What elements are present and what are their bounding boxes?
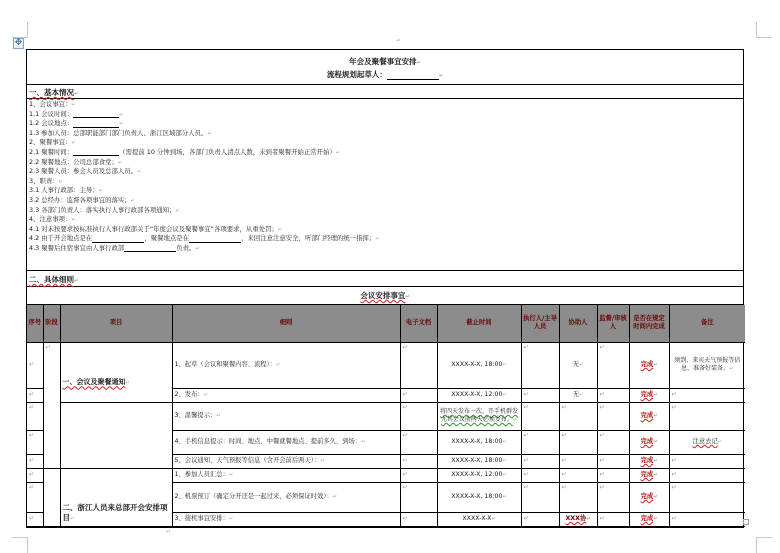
basic-line: 4.3 聚餐后住宿事宜由人事行政部 负责。↵ [29,243,200,252]
detail-cell[interactable]: 5、会议通知、天气预报等信息（含开会前后两天）：↵ [172,454,400,468]
header-executor: 执行人/主导人员 [521,305,559,342]
deadline-cell[interactable]: XXXX-X-X, 18:00↵ [437,430,521,454]
section-heading-basic: 一、基本情况↵ [27,85,743,99]
basic-line: 1.1 会议时间： ↵ [29,109,124,118]
deadline-cell[interactable]: 将四天发布一次，开手机群发尤其会议前两天必须发布。↵ [437,402,521,430]
basic-line: 1、会议事宜：↵ [29,100,76,108]
status-cell[interactable]: 完成↵ [629,430,669,454]
project-label: 二、浙江人员来总部开会安排项目 [62,503,168,523]
detail-table [27,305,745,527]
page-corner-mark-bottom-left [12,537,28,553]
seq-cell[interactable]: ↵ [27,512,43,526]
basic-line: 3.1 人事行政部：主导；↵ [29,186,103,195]
drafter-label: 流程规划起草人： [326,70,387,79]
supervisor-cell[interactable]: ↵ [597,342,629,388]
meeting-place-blank[interactable] [73,121,119,128]
deadline-cell[interactable]: XXXX-X-X, 12:00↵ [437,388,521,402]
executor-cell[interactable]: ↵ [521,342,559,388]
detail-cell[interactable]: 2、发布：↵ [172,388,400,402]
basic-line: 3.3 各部门负责人：落实执行人事行政部各项通知；↵ [29,205,180,214]
assistant-cell[interactable]: 无↵ [559,342,597,388]
deadline-cell[interactable]: XXXX-X-X, 18:00↵ [437,482,521,512]
table-title-text: 会议安排事宜 [360,291,406,300]
header-supervisor: 监督/审核人 [597,305,629,342]
table-title: 会议安排事宜↵ [27,287,743,305]
stage-cell[interactable] [43,468,60,526]
executor-cell[interactable]: ↵ [521,512,559,526]
basic-line: 4.2 由于开会地点是在 ，聚餐地点是在 ，来回注意注意安全，听部门经理的统一指挥；↵ [29,234,380,243]
remarks-cell[interactable]: ↵ [669,454,745,468]
edoc-cell[interactable]: ↵ [400,402,437,430]
basic-line: 1.3 参加人员：总部职能部门部门负责人、浙江区域部分人员。↵ [29,128,212,137]
edoc-cell[interactable]: ↵ [400,512,437,526]
meeting-place-blank-2[interactable] [92,236,144,243]
detail-cell[interactable]: 1、参加人员汇总：↵ [172,468,400,482]
header-detail: 细则 [172,305,400,342]
section-heading-text: 一、基本情况 [29,88,74,97]
remarks-cell[interactable]: ↵ [669,512,745,526]
detail-cell[interactable]: 1、起草（会议和聚餐内容、流程）：↵ [172,342,400,388]
executor-cell[interactable]: ↵ [521,482,559,512]
document-table [26,49,744,528]
status-cell[interactable]: 完成↵ [629,342,669,388]
paragraph-mark: ↵ [396,37,402,44]
deadline-cell[interactable]: XXXX-X-X↵ [437,512,521,526]
seq-cell[interactable]: ↵ [27,430,43,454]
meeting-time-blank[interactable] [73,111,119,118]
project-cell[interactable]: 二、浙江人员来总部开会安排项目↵ [60,468,172,526]
table-move-handle-icon[interactable]: ✥ [14,38,23,48]
edoc-cell[interactable]: ↵ [400,454,437,468]
remarks-cell[interactable]: 须到、来宾天气预报等信息，准备好装备。↵ [669,342,745,388]
edoc-cell[interactable]: ↵ [400,482,437,512]
executor-cell[interactable]: ↵ [521,430,559,454]
detail-cell[interactable]: 3、温馨提示：↵ [172,402,400,430]
table-row [27,342,745,388]
assistant-cell[interactable]: ↵ [559,454,597,468]
edoc-cell[interactable]: ↵ [400,430,437,454]
basic-line: 1.2 会议地点： ↵ [29,119,124,128]
header-remarks: 备注 [669,305,745,342]
header-deadline: 截止时间 [437,305,521,342]
section-heading-text: 二、具体细则 [29,275,74,284]
assistant-cell[interactable]: XXX协↵ [559,512,597,526]
executor-cell[interactable]: ↵ [521,388,559,402]
status-cell[interactable]: 完成↵ [629,454,669,468]
executor-cell[interactable]: ↵ [521,402,559,430]
table-row [27,468,745,482]
detail-cell[interactable]: 2、机票预订（确定分开还是一起过来，必须保证时效）：↵ [172,482,400,512]
basic-line: 3、职责：↵ [29,176,63,185]
edoc-cell[interactable]: ↵ [400,468,437,482]
remarks-cell[interactable]: ↵ [669,482,745,512]
seq-cell[interactable]: ↵ [27,482,43,512]
executor-cell[interactable]: ↵ [521,468,559,482]
basic-line: 4、注意事项：↵ [29,215,76,224]
basic-line: 2.2 聚餐地点：公司总部食堂；↵ [29,157,123,166]
supervisor-cell[interactable]: ↵ [597,468,629,482]
project-cell-continued[interactable] [60,402,172,468]
basic-line: 4.1 对未按要求按标准执行人事行政部关于“年度会议及聚餐事宜”各项要求，从重处罚；↵ [29,224,283,233]
assistant-cell[interactable]: ↵ [559,402,597,430]
page-corner-mark-bottom-right [756,537,772,553]
page-corner-mark-top-right [756,22,772,38]
status-cell[interactable]: 完成↵ [629,402,669,430]
table-resize-handle[interactable] [743,519,749,525]
header-project: 项目 [60,305,172,342]
deadline-cell[interactable]: XXXX-X-X, 12:00↵ [437,468,521,482]
status-cell[interactable]: 完成↵ [629,512,669,526]
detail-cell[interactable]: 3、接机事宜安排：↵ [172,512,400,526]
section-heading-details: 二、具体细则↵ [27,271,743,287]
remarks-cell[interactable]: 注意去记↵ [669,430,745,454]
basic-line: 2.3 聚餐人员：参会人员及总部人员。↵ [29,167,142,176]
basic-line: 2.1 聚餐时间： （需提前 10 分钟到场，各部门负责人清点人数，未到者聚餐开始正常开始）↵ [29,147,341,156]
status-cell[interactable]: 完成↵ [629,482,669,512]
deadline-cell[interactable]: XXXX-X-X, 18:00↵ [437,454,521,468]
status-cell[interactable]: 完成↵ [629,388,669,402]
basic-info-body [27,99,743,271]
header-on-time: 是否在规定时间内完成 [629,305,669,342]
project-cell[interactable]: 一、会议及聚餐通知↵ [60,342,172,402]
seq-cell[interactable]: ↵ [27,342,43,388]
edoc-cell[interactable]: ↵ [400,342,437,388]
deadline-cell[interactable]: XXXX-X-X, 18:00↵ [437,342,521,388]
supervisor-cell[interactable]: ↵ [597,512,629,526]
project-label: 一、会议及聚餐通知 [62,378,126,387]
edoc-cell[interactable]: ↵ [400,388,437,402]
assistant-cell[interactable]: ↵ [559,468,597,482]
page-corner-mark-top-left [12,22,28,38]
basic-line: 2、聚餐事宜：↵ [29,138,76,147]
remarks-cell[interactable]: ↵ [669,402,745,430]
assistant-cell[interactable]: 无↵ [559,388,597,402]
assistant-cell[interactable]: ↵ [559,430,597,454]
assistant-cell[interactable]: ↵ [559,482,597,512]
remarks-cell[interactable]: ↵ [669,468,745,482]
dinner-time-blank[interactable] [73,149,119,156]
stage-cell[interactable]: ↵ [43,342,60,468]
lodging-responsible-blank[interactable] [124,245,176,252]
seq-cell[interactable]: ↵ [27,454,43,468]
header-seq: 序号 [27,305,43,342]
seq-cell[interactable]: ↵ [27,388,43,402]
basic-line: 3.2 总经办：监督各项事宜的落实；↵ [29,195,135,204]
executor-cell[interactable]: ↵ [521,454,559,468]
status-cell[interactable]: 完成↵ [629,468,669,482]
seq-cell[interactable]: ↵ [27,402,43,430]
remarks-cell[interactable]: ↵ [669,388,745,402]
supervisor-cell[interactable]: ↵ [597,402,629,430]
detail-table-wrapper [27,305,743,527]
header-edoc: 电子文档 [400,305,437,342]
supervisor-cell[interactable]: ↵ [597,482,629,512]
title-block: 年会及聚餐事宜安排↵ 流程规划起草人： ↵ [27,50,743,85]
detail-cell[interactable]: 4、手机信息提示：时间、地点、中餐就餐地点、提前多久、到场：↵ [172,430,400,454]
table-header-row [27,305,745,342]
header-stage: 阶段 [43,305,60,342]
header-assistant: 协助人 [559,305,597,342]
supervisor-cell[interactable]: ↵ [597,454,629,468]
document-title: 年会及聚餐事宜安排 [349,57,417,66]
supervisor-cell[interactable]: ↵ [597,388,629,402]
drafter-blank[interactable] [387,72,439,80]
paragraph-mark: ↵ [166,528,172,535]
table-row [27,402,745,430]
supervisor-cell[interactable]: ↵ [597,430,629,454]
seq-cell[interactable]: ↵ [27,468,43,482]
dinner-place-blank-2[interactable] [189,236,241,243]
